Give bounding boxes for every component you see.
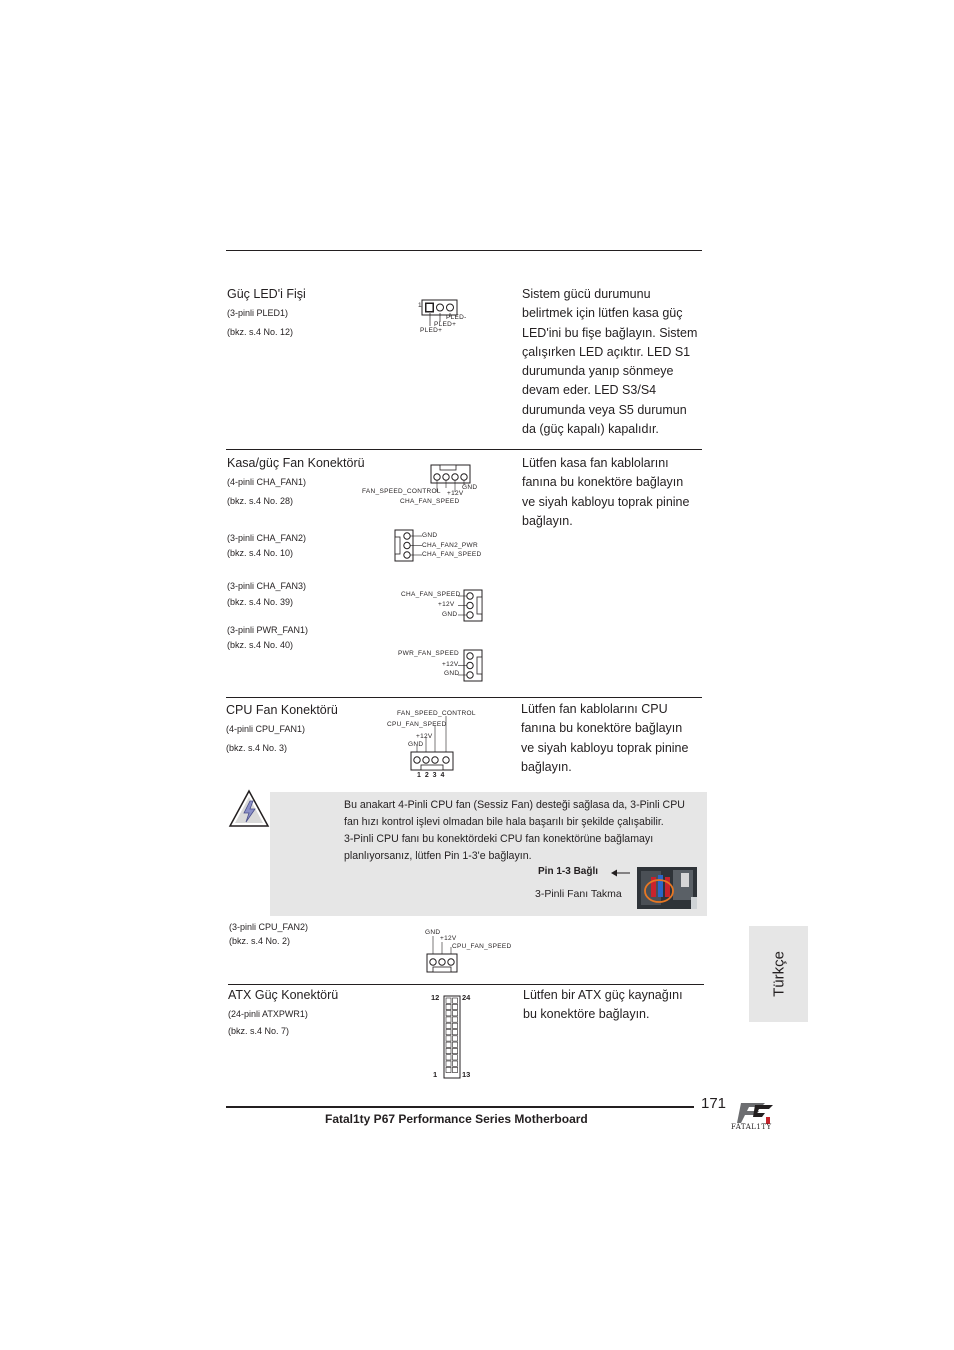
- cpu-fan-pin-control: FAN_SPEED_CONTROL: [397, 710, 476, 717]
- atx-pin-cell: [446, 1048, 451, 1053]
- chassis-fan-description: [522, 454, 712, 531]
- power-led-description: [522, 285, 712, 439]
- atx-pin-cell: [446, 1042, 451, 1047]
- atx-pin-cell: [446, 1023, 451, 1028]
- cpu-fan-pin-numbers: 1 2 3 4: [417, 772, 446, 779]
- cpu-fan-pin-gnd: GND: [408, 741, 424, 748]
- atx-pin-cell: [453, 998, 458, 1003]
- atx-pin-cell: [453, 1004, 458, 1009]
- desc-line: ve siyah kabloyu toprak pinine: [521, 740, 689, 755]
- atx-pin-12: 12: [431, 993, 440, 1002]
- cha-fan1-pin-speed: CHA_FAN_SPEED: [400, 498, 460, 505]
- chassis-fan-title: Kasa/güç Fan Konektörü: [227, 456, 365, 470]
- atx-pin-cell: [453, 1061, 458, 1066]
- atx-power-sub1: (24-pinli ATXPWR1): [228, 1009, 308, 1019]
- page-number: 171: [701, 1095, 727, 1112]
- fatal1ty-logo: [731, 1099, 781, 1135]
- atx-pin-cell: [446, 998, 451, 1003]
- atx-pin-cell: [446, 1055, 451, 1060]
- footer-rule: [226, 1106, 694, 1108]
- desc-line: Lütfen kasa fan kablolarını: [522, 456, 669, 470]
- atx-pin-cell: [453, 1030, 458, 1035]
- atx-pin-cell: [453, 1048, 458, 1053]
- desc-line: ve siyah kabloyu toprak pinine: [522, 494, 690, 509]
- top-rule: [226, 250, 702, 251]
- desc-line: belirtmek için lütfen kasa güç: [522, 306, 683, 321]
- cha-fan3-pin-speed: CHA_FAN_SPEED: [401, 591, 461, 598]
- cpu-fan2-sub1: (3-pinli CPU_FAN2): [229, 922, 309, 932]
- cha-fan2-pin-pwr: CHA_FAN2_PWR: [422, 542, 478, 549]
- cpu-fan-diagram: [409, 716, 459, 774]
- desc-line: devam eder. LED S3/S4: [522, 383, 657, 398]
- cha-fan1-sub2: (bkz. s.4 No. 28): [227, 496, 294, 506]
- pin-connected-label: Pin 1-3 Bağlı: [538, 866, 599, 877]
- atx-pin-cell: [453, 1011, 458, 1016]
- cha-fan2-diagram: [394, 529, 424, 563]
- atx-pin-cell: [446, 1036, 451, 1041]
- cha-fan3-sub2: (bkz. s.4 No. 39): [227, 597, 294, 607]
- cha-fan3-diagram: [458, 589, 486, 623]
- desc-line: Lütfen bir ATX güç kaynağını: [523, 988, 683, 1002]
- pwr-fan1-sub2: (bkz. s.4 No. 40): [227, 640, 294, 650]
- cha-fan3-pin-gnd: GND: [442, 611, 458, 618]
- desc-line: bağlayın.: [521, 759, 572, 774]
- warning-icon: [228, 789, 270, 829]
- note-line: 3-Pinli CPU fanı bu konektördeki CPU fan konektörüne bağlamayı: [344, 833, 654, 845]
- desc-line: Sistem gücü durumunu: [522, 287, 651, 301]
- note-line: planlıyorsanız, lütfen Pin 1-3'e bağlayın.: [344, 850, 532, 862]
- atx-pin-cell: [453, 1055, 458, 1060]
- arrow-left-icon: [611, 866, 631, 878]
- cha-fan2-sub2: (bkz. s.4 No. 10): [227, 548, 294, 558]
- cha-fan1-pin-12v: +12V: [447, 490, 464, 497]
- cpu-fan-sub2: (bkz. s.4 No. 3): [226, 743, 288, 753]
- atx-pin-cell: [453, 1036, 458, 1041]
- install-label: 3-Pinli Fanı Takma: [535, 888, 622, 900]
- desc-line: Lütfen fan kablolarını CPU: [521, 702, 668, 716]
- atx-pin-cell: [453, 1067, 458, 1072]
- pwr-fan1-pin-gnd: GND: [444, 670, 460, 677]
- desc-line: fanına bu konektöre bağlayın: [521, 721, 683, 736]
- atx-pin-cell: [453, 1023, 458, 1028]
- footer-product: Fatal1ty P67 Performance Series Motherboard: [325, 1112, 588, 1126]
- cpu-fan2-sub2: (bkz. s.4 No. 2): [229, 936, 291, 946]
- cpu-fan-title: CPU Fan Konektörü: [226, 703, 338, 717]
- atx-power-sub2: (bkz. s.4 No. 7): [228, 1026, 290, 1036]
- cpu-fan2-pin-12v: +12V: [440, 935, 457, 942]
- desc-line: LED'ini bu fişe bağlayın. Sistem: [522, 325, 698, 340]
- desc-line: durumunda veya S5 durumun: [522, 402, 687, 417]
- desc-line: fanına bu konektöre bağlayın: [522, 475, 684, 490]
- cha-fan2-pin-speed: CHA_FAN_SPEED: [422, 551, 482, 558]
- cpu-fan2-pin-gnd: GND: [425, 929, 441, 936]
- note-line: Bu anakart 4-Pinli CPU fan (Sessiz Fan) desteği sağlasa da, 3-Pinli CPU: [344, 799, 685, 811]
- desc-line: bağlayın.: [522, 513, 573, 528]
- cpu-fan-pin-12v: +12V: [416, 733, 433, 740]
- desc-line: durumunda yanıp sönmeye: [522, 364, 674, 379]
- section-divider: [226, 449, 702, 450]
- power-led-title: Güç LED'i Fişi: [227, 287, 306, 301]
- section-divider: [226, 697, 702, 698]
- pwr-fan1-sub1: (3-pinli PWR_FAN1): [227, 625, 309, 635]
- desc-line: da (güç kapalı) kapalıdır.: [522, 422, 659, 437]
- desc-line: çalışırken LED açıktır. LED S1: [522, 344, 691, 359]
- cpu-fan2-pin-speed: CPU_FAN_SPEED: [452, 943, 512, 950]
- atx-pin-cell: [446, 1011, 451, 1016]
- cha-fan2-sub1: (3-pinli CHA_FAN2): [227, 533, 307, 543]
- note-line: fan hızı kontrol işlevi olmadan bile hala başarılı bir şekilde çalışabilir.: [344, 816, 664, 828]
- cpu-fan-sub1: (4-pinli CPU_FAN1): [226, 724, 306, 734]
- logo-text: FATAL1TY: [731, 1123, 772, 1131]
- cpu-fan-description: [521, 700, 711, 777]
- atx-pin-cell: [446, 1030, 451, 1035]
- cha-fan1-pin-control: FAN_SPEED_CONTROL: [362, 488, 441, 495]
- power-led-pin-pled-plus-b: PLED+: [420, 327, 443, 334]
- atx-power-title: ATX Güç Konektörü: [228, 988, 339, 1002]
- cpu-fan-pin-speed: CPU_FAN_SPEED: [387, 721, 447, 728]
- atx-pin-cell: [446, 1061, 451, 1066]
- atx-power-description: [523, 986, 713, 1025]
- cha-fan1-sub1: (4-pinli CHA_FAN1): [227, 477, 307, 487]
- power-led-sub2: (bkz. s.4 No. 12): [227, 327, 294, 337]
- cha-fan1-pin-gnd: GND: [462, 484, 478, 491]
- power-led-pin-pled-minus: PLED-: [446, 314, 467, 321]
- atx-pin-cell: [446, 1017, 451, 1022]
- atx-pin-24: 24: [462, 993, 471, 1002]
- atx-pin-1: 1: [433, 1070, 438, 1079]
- atx-pin-cell: [446, 1004, 451, 1009]
- pwr-fan1-pin-speed: PWR_FAN_SPEED: [398, 650, 459, 657]
- cha-fan3-sub1: (3-pinli CHA_FAN3): [227, 581, 307, 591]
- cpu-fan2-diagram: [423, 934, 463, 976]
- desc-line: bu konektöre bağlayın.: [523, 1007, 650, 1022]
- pwr-fan1-pin-12v: +12V: [442, 661, 459, 668]
- power-led-sub1: (3-pinli PLED1): [227, 308, 289, 318]
- atx-connector-diagram: [443, 995, 461, 1079]
- cha-fan2-pin-gnd: GND: [422, 532, 438, 539]
- fan-install-photo: [637, 867, 697, 909]
- atx-pin-13: 13: [462, 1070, 471, 1079]
- language-side-tab: [749, 926, 808, 1022]
- section-divider: [228, 984, 704, 985]
- pwr-fan1-diagram: [458, 649, 486, 683]
- cha-fan3-pin-12v: +12V: [438, 601, 455, 608]
- atx-pin-cell: [446, 1067, 451, 1072]
- power-led-pin-pled-plus-a: PLED+: [434, 321, 457, 328]
- language-tab-label: Türkçe: [770, 951, 787, 997]
- atx-pin-cell: [453, 1017, 458, 1022]
- atx-pin-cell: [453, 1042, 458, 1047]
- note-text: [344, 797, 706, 865]
- power-led-pin-1: 1: [418, 302, 422, 309]
